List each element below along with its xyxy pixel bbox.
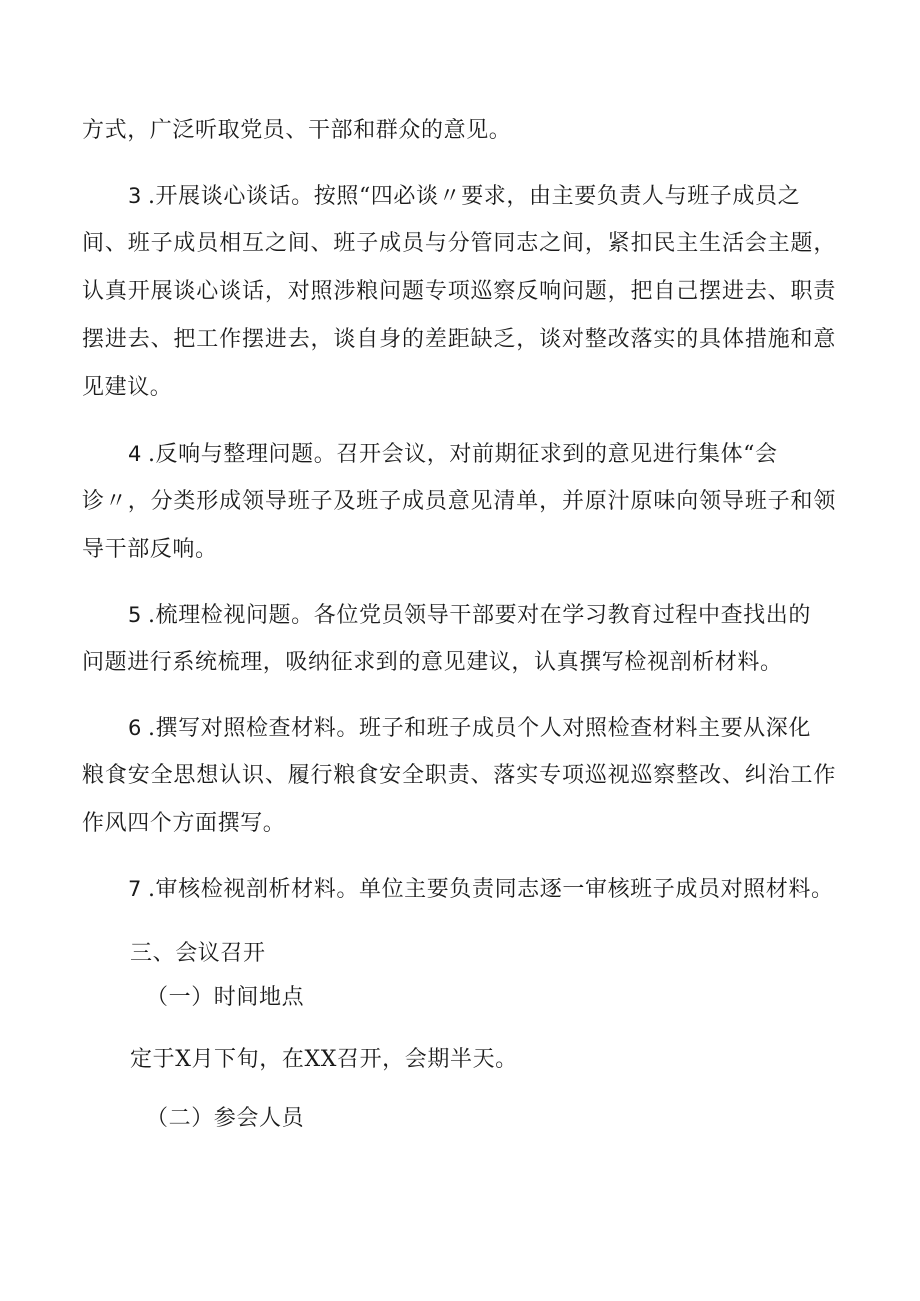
paragraph-3-line-5: 见建议。 xyxy=(82,375,173,400)
paragraph-4-line-3: 导干部反响。 xyxy=(82,537,218,562)
paragraph-time-location: 定于X月下旬，在XX召开，会期半天。 xyxy=(130,1047,518,1072)
item-number-7: 7 xyxy=(128,877,142,901)
paragraph-4-text-1: .反响与整理问题。召开会议，对前期征求到的意见进行集体“会 xyxy=(147,442,778,467)
paragraph-3-line-3: 认真开展谈心谈话，对照涉粮问题专项巡察反响问题，把自己摆进去、职责 xyxy=(82,279,836,304)
subheading-time-location: （一）时间地点 xyxy=(146,985,305,1010)
section-heading-3: 三、会议召开 xyxy=(130,941,266,966)
paragraph-7-line-1 xyxy=(128,874,834,905)
item-number-3: 3 xyxy=(128,184,142,208)
paragraph-6-line-1 xyxy=(128,713,811,744)
paragraph-3-text-1: .开展谈心谈话。按照“四必谈〃要求，由主要负责人与班子成员之 xyxy=(147,184,801,209)
paragraph-3-line-4: 摆进去、把工作摆进去，谈自身的差距缺乏，谈对整改落实的具体措施和意 xyxy=(82,327,836,352)
paragraph-7-text-1: .审核检视剖析材料。单位主要负责同志逐一审核班子成员对照材料。 xyxy=(147,877,834,902)
paragraph-4-line-1 xyxy=(128,439,778,470)
paragraph-5-line-2: 问题进行系统梳理，吸纳征求到的意见建议，认真撰写检视剖析材料。 xyxy=(82,650,783,675)
paragraph-intro-line-1: 方式，广泛听取党员、干部和群众的意见。 xyxy=(82,118,512,143)
item-number-6: 6 xyxy=(128,716,142,740)
paragraph-5-text-1: .梳理检视问题。各位党员领导干部要对在学习教育过程中查找出的 xyxy=(147,603,811,628)
paragraph-6-line-3: 作风四个方面撰写。 xyxy=(82,811,286,836)
paragraph-6-text-1: .撰写对照检查材料。班子和班子成员个人对照检查材料主要从深化 xyxy=(147,716,811,741)
paragraph-3-line-2: 间、班子成员相互之间、班子成员与分管同志之间，紧扣民主生活会主题， xyxy=(82,231,836,256)
subheading-attendees: （二）参会人员 xyxy=(146,1106,305,1131)
paragraph-5-line-1 xyxy=(128,600,811,631)
paragraph-6-line-2: 粮食安全思想认识、履行粮食安全职责、落实专项巡视巡察整改、纠治工作 xyxy=(82,763,836,788)
paragraph-3-line-1 xyxy=(128,181,800,212)
item-number-4: 4 xyxy=(128,442,142,466)
paragraph-4-line-2: 诊〃，分类形成领导班子及班子成员意见清单，并原汁原味向领导班子和领 xyxy=(82,489,836,514)
item-number-5: 5 xyxy=(128,603,142,627)
